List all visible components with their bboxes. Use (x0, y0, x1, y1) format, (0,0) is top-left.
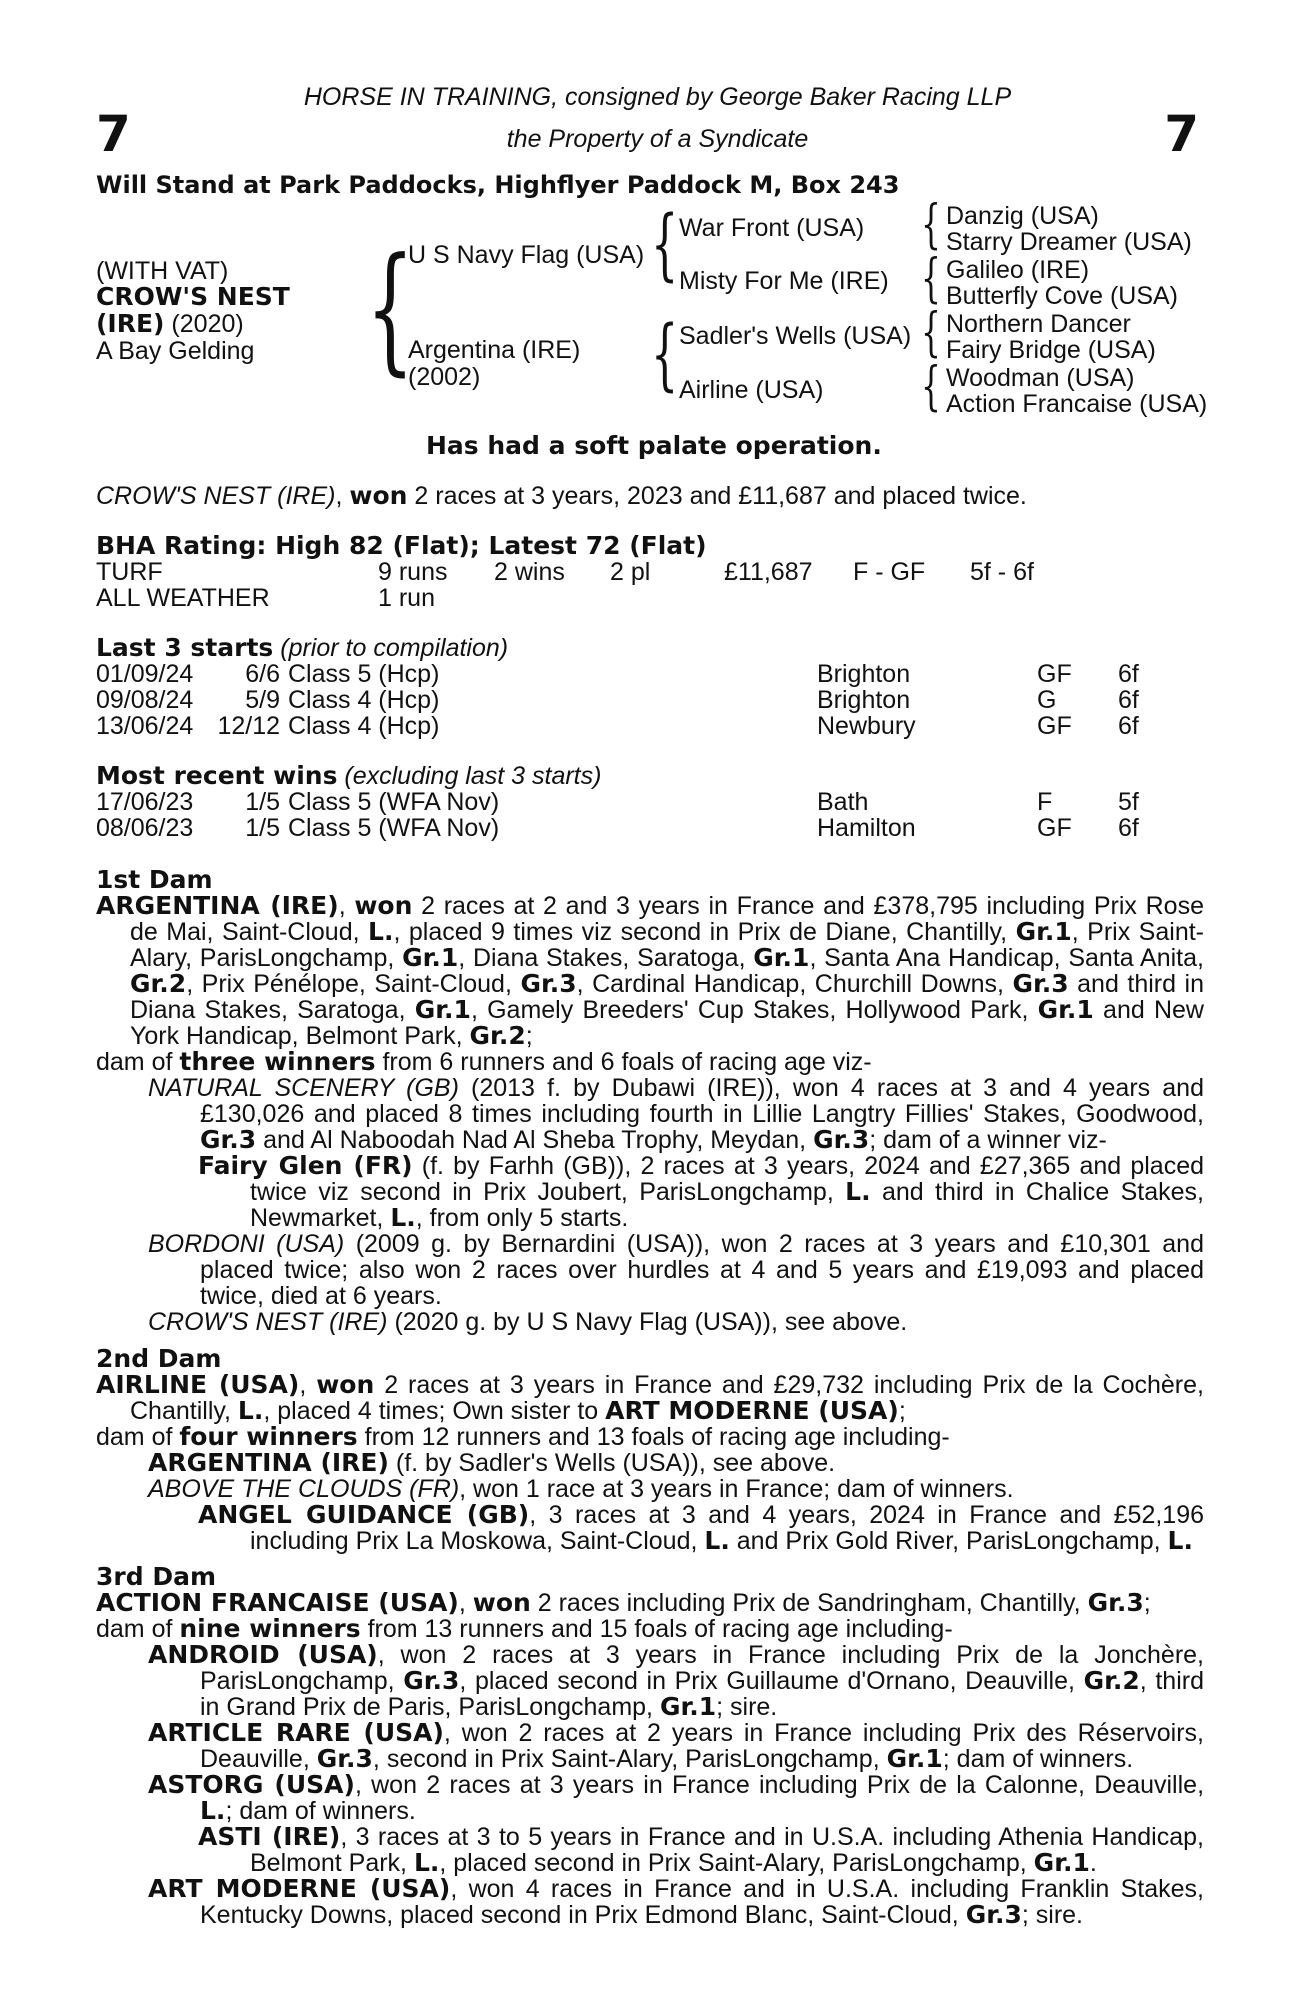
race-dist: 6f (1118, 660, 1139, 688)
progeny-above-the-clouds: ABOVE THE CLOUDS (FR), won 1 race at 3 years in France; dam of winners. (148, 1475, 1014, 1503)
third-dam-section (96, 1564, 1204, 1928)
bha-rating: BHA Rating: High 82 (Flat); Latest 72 (Flat) (96, 531, 707, 560)
pedigree-g3: Galileo (IRE) (946, 256, 1090, 284)
third-dam-record: ACTION FRANCAISE (USA), won 2 races including Prix de Sandringham, Chantilly, Gr.3; (96, 1588, 1151, 1617)
horse-suffix-year: (IRE) (2020) (96, 309, 244, 338)
pedigree-dam-year: (2002) (408, 363, 481, 391)
aw-label: ALL WEATHER (96, 584, 270, 612)
race-class: Class 5 (WFA Nov) (288, 814, 500, 842)
progeny-argentina: ARGENTINA (IRE) (f. by Sadler's Wells (USA)), see above. (148, 1448, 836, 1477)
progeny-asti: ASTI (IRE), 3 races at 3 to 5 years in France and in U.S.A. including Athenia Handicap, Belmont Park, L., placed second in Prix Saint-Alary, ParisLongchamp, Gr.1. (198, 1822, 1204, 1877)
pedigree-g8: Action Francaise (USA) (946, 390, 1208, 418)
pedigree-g7: Woodman (USA) (946, 364, 1135, 392)
progeny-crows-nest: CROW'S NEST (IRE) (2020 g. by U S Navy Flag (USA)), see above. (148, 1308, 908, 1336)
first-dam-heading: 1st Dam (96, 865, 213, 894)
race-date: 01/09/24 (96, 660, 194, 688)
race-pos: 1/5 (245, 814, 280, 842)
race-course: Brighton (817, 660, 911, 688)
race-class: Class 4 (Hcp) (288, 712, 440, 740)
race-course: Newbury (817, 712, 916, 740)
second-dam-record: AIRLINE (USA), won 2 races at 3 years in France and £29,732 including Prix de la Cochère, Chantilly, L., placed 4 times; Own sister to ART MODERNE (USA); (96, 1370, 1204, 1425)
horse-description: A Bay Gelding (96, 337, 255, 365)
pedigree-sire-sire: War Front (USA) (679, 214, 865, 242)
brace-main: { (366, 228, 415, 389)
progeny-fairy-glen: Fairy Glen (FR) (f. by Farhh (GB)), 2 races at 3 years, 2024 and £27,365 and placed twice viz second in Prix Joubert, ParisLongchamp, L. and third in Chalice Stakes, Newmarket, L., from only 5 starts. (198, 1151, 1205, 1232)
progeny-art-moderne: ART MODERNE (USA), won 4 races in France and in U.S.A. including Franklin Stakes, Kentucky Downs, placed second in Prix Edmond Blanc, Saint-Cloud, Gr.3; sire. (148, 1874, 1204, 1929)
consignor-line: HORSE IN TRAINING, consigned by George Baker Racing LLP (303, 83, 1012, 111)
race-course: Hamilton (817, 814, 916, 842)
progeny-article-rare: ARTICLE RARE (USA), won 2 races at 2 years in France including Prix des Réservoirs, Deauville, Gr.3, second in Prix Saint-Alary, ParisLongchamp, Gr.1; dam of winners. (148, 1718, 1204, 1773)
race-dist: 6f (1118, 712, 1139, 740)
race-pos: 5/9 (245, 686, 280, 714)
turf-runs: 9 runs (378, 558, 448, 586)
race-pos: 12/12 (217, 712, 280, 740)
lot-number-right: 7 (1164, 105, 1199, 163)
horse-name: CROW'S NEST (96, 282, 290, 311)
race-going: GF (1037, 660, 1072, 688)
first-dam-section (96, 867, 1204, 1335)
third-dam-heading: 3rd Dam (96, 1562, 216, 1591)
aw-runs: 1 run (378, 584, 435, 612)
race-class: Class 4 (Hcp) (288, 686, 440, 714)
first-dam-record: ARGENTINA (IRE), won 2 races at 2 and 3 years in France and £378,795 including Prix Rose de Mai, Saint-Cloud, L., placed 9 times viz second in Prix de Diane, Chantilly, Gr.1, Prix Saint-Alary, ParisLongchamp, Gr.1, Diana Stakes, Saratoga, Gr.1, Santa Ana Handicap, Santa Anita, Gr.2, Prix Pénélope, Saint-Cloud, Gr.3, Cardinal Handicap, Churchill Downs, Gr.3 and third in Diana Stakes, Saratoga, Gr.1, Gamely Breeders' Cup Stakes, Hollywood Park, Gr.1 and New York Handicap, Belmont Park, Gr.2; (96, 891, 1204, 1050)
stand-location: Will Stand at Park Paddocks, Highflyer Paddock M, Box 243 (96, 171, 900, 199)
turf-placed: 2 pl (610, 558, 651, 586)
race-going: GF (1037, 814, 1072, 842)
pedigree-g4: Butterfly Cove (USA) (946, 282, 1179, 310)
race-going: GF (1037, 712, 1072, 740)
turf-label: TURF (96, 558, 163, 586)
last-starts-table (96, 661, 1196, 739)
brace-g1: { (921, 195, 941, 255)
vat-note: (WITH VAT) (96, 257, 229, 285)
race-class: Class 5 (Hcp) (288, 660, 440, 688)
brace-sire: { (651, 200, 679, 290)
turf-distance: 5f - 6f (970, 558, 1034, 586)
pedigree-g1: Danzig (USA) (946, 202, 1099, 230)
race-row (96, 661, 1196, 687)
turf-wins: 2 wins (494, 558, 565, 586)
second-dam-heading: 2nd Dam (96, 1344, 222, 1373)
race-row (96, 687, 1196, 713)
race-date: 17/06/23 (96, 788, 194, 816)
last-starts-heading: Last 3 starts (prior to compilation) (96, 633, 509, 662)
race-dist: 6f (1118, 814, 1139, 842)
third-dam-produce-summary: dam of nine winners from 13 runners and 15 foals of racing age including- (96, 1614, 953, 1643)
brace-dam: { (651, 310, 679, 400)
soft-palate-note: Has had a soft palate operation. (426, 431, 882, 460)
race-row (96, 815, 1196, 841)
progeny-angel-guidance: ANGEL GUIDANCE (GB), 3 races at 3 and 4 years, 2024 in France and £52,196 including Prix La Moskowa, Saint-Cloud, L. and Prix Gold River, ParisLongchamp, L. (198, 1500, 1204, 1555)
race-course: Bath (817, 788, 869, 816)
recent-wins-heading: Most recent wins (excluding last 3 starts) (96, 761, 602, 790)
race-class: Class 5 (WFA Nov) (288, 788, 500, 816)
race-course: Brighton (817, 686, 911, 714)
lot-number-left: 7 (96, 105, 131, 163)
race-going: G (1037, 686, 1057, 714)
pedigree-g2: Starry Dreamer (USA) (946, 228, 1192, 256)
pedigree-dam: Argentina (IRE) (408, 336, 581, 364)
race-pos: 1/5 (245, 788, 280, 816)
race-date: 08/06/23 (96, 814, 194, 842)
first-dam-produce-summary: dam of three winners from 6 runners and 6 foals of racing age viz- (96, 1047, 872, 1076)
pedigree-dam-sire: Sadler's Wells (USA) (679, 322, 912, 350)
race-row (96, 713, 1196, 739)
second-dam-produce-summary: dam of four winners from 12 runners and 13 foals of racing age including- (96, 1422, 950, 1451)
turf-going: F - GF (853, 558, 926, 586)
pedigree-g6: Fairy Bridge (USA) (946, 336, 1156, 364)
race-row (96, 789, 1196, 815)
progeny-astorg: ASTORG (USA), won 2 races at 3 years in France including Prix de la Calonne, Deauville, L.; dam of winners. (148, 1770, 1205, 1825)
brace-g3: { (921, 303, 941, 363)
pedigree-sire-dam: Misty For Me (IRE) (679, 267, 889, 295)
turf-earnings: £11,687 (724, 558, 813, 586)
second-dam-section (96, 1346, 1204, 1554)
progeny-bordoni: BORDONI (USA) (2009 g. by Bernardini (USA)), won 2 races at 3 years and £10,301 and placed twice; also won 2 races over hurdles at 4 and 5 years and £19,093 and placed twice, died at 6 years. (148, 1230, 1204, 1310)
property-line: the Property of a Syndicate (506, 125, 809, 153)
race-date: 09/08/24 (96, 686, 194, 714)
pedigree-dam-dam: Airline (USA) (679, 376, 824, 404)
race-dist: 5f (1118, 788, 1139, 816)
race-pos: 6/6 (245, 660, 280, 688)
recent-wins-table (96, 789, 1196, 841)
pedigree-g5: Northern Dancer (946, 310, 1131, 338)
race-dist: 6f (1118, 686, 1139, 714)
pedigree-sire: U S Navy Flag (USA) (408, 241, 645, 269)
brace-g2: { (921, 249, 941, 309)
race-date: 13/06/24 (96, 712, 194, 740)
race-going: F (1037, 788, 1053, 816)
progeny-natural-scenery: NATURAL SCENERY (GB) (2013 f. by Dubawi (IRE)), won 4 races at 3 and 4 years and £130,026 and placed 8 times including fourth in Lillie Langtry Fillies' Stakes, Goodwood, Gr.3 and Al Naboodah Nad Al Sheba Trophy, Meydan, Gr.3; dam of a winner viz- (148, 1074, 1204, 1154)
race-summary: CROW'S NEST (IRE), won 2 races at 3 years, 2023 and £11,687 and placed twice. (96, 481, 1027, 510)
brace-g4: { (921, 357, 941, 417)
progeny-android: ANDROID (USA), won 2 races at 3 years in France including Prix de la Jonchère, ParisLongchamp, Gr.3, placed second in Prix Guillaume d'Ornano, Deauville, Gr.2, third in Grand Prix de Paris, ParisLongchamp, Gr.1; sire. (148, 1640, 1204, 1721)
